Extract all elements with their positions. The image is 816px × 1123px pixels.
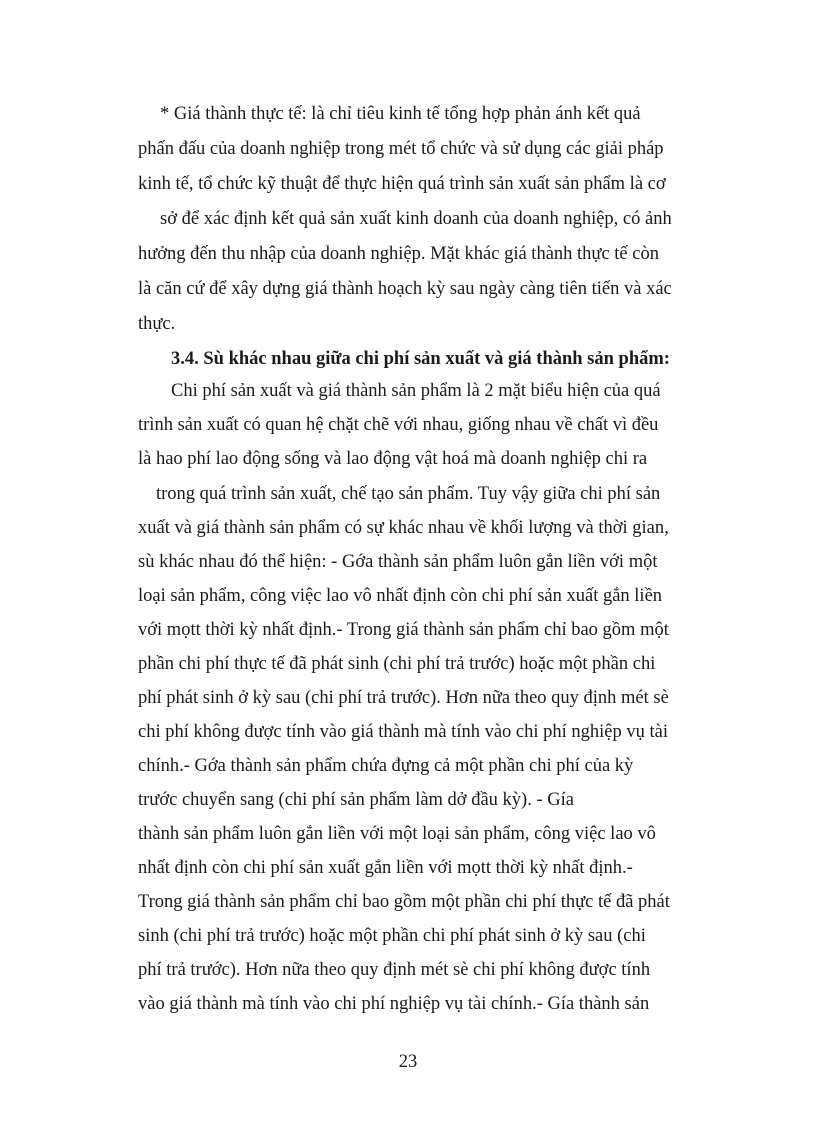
text-line: chi phí không được tính vào giá thành mà tính vào chi phí nghiệp vụ tài: [138, 722, 669, 742]
text-line: kinh tế, tổ chức kỹ thuật để thực hiện quá trình sản xuất sản phẩm là cơ: [138, 174, 666, 194]
text-line: thực.: [138, 314, 176, 334]
section-heading: 3.4. Sù khác nhau giữa chi phí sản xuất và giá thành sản phẩm:: [171, 349, 670, 369]
text-line: trong quá trình sản xuất, chế tạo sản phẩm. Tuy vậy giữa chi phí sản: [156, 484, 661, 504]
text-line: phần chi phí thực tế đã phát sinh (chi phí trả trước) hoặc một phần chi: [138, 654, 656, 674]
text-line: với mọtt thời kỳ nhất định.- Trong giá thành sản phẩm chỉ bao gồm một: [138, 620, 669, 640]
text-line: trước chuyển sang (chi phí sản phẩm làm dở đầu kỳ). - Gía: [138, 790, 574, 810]
text-line: là căn cứ để xây dựng giá thành hoạch kỳ sau ngày càng tiên tiến và xác: [138, 279, 672, 299]
text-line: hưởng đến thu nhập của doanh nghiệp. Mặt khác giá thành thực tế còn: [138, 244, 659, 264]
text-line: Trong giá thành sản phẩm chỉ bao gồm một phần chi phí thực tế đã phát: [138, 892, 670, 912]
text-line: nhất định còn chi phí sản xuất gắn liền với mọtt thời kỳ nhất định.-: [138, 858, 633, 878]
text-line: thành sản phẩm luôn gắn liền với một loại sản phẩm, công việc lao vô: [138, 824, 656, 844]
text-line: xuất và giá thành sản phẩm có sự khác nhau về khối lượng và thời gian,: [138, 518, 669, 538]
text-line: sinh (chi phí trả trước) hoặc một phần chi phí phát sinh ở kỳ sau (chi: [138, 926, 646, 946]
text-line: phí phát sinh ở kỳ sau (chi phí trả trước). Hơn nữa theo quy định mét sè: [138, 688, 669, 708]
text-line: * Giá thành thực tế: là chỉ tiêu kinh tế tổng hợp phản ánh kết quả: [160, 104, 641, 124]
text-line: sở để xác định kết quả sản xuất kinh doanh của doanh nghiệp, có ảnh: [160, 209, 672, 229]
text-line: là hao phí lao động sống và lao động vật hoá mà doanh nghiệp chi ra: [138, 449, 648, 469]
text-line: loại sản phẩm, công việc lao vô nhất định còn chi phí sản xuất gắn liền: [138, 586, 663, 606]
text-line: sù khác nhau đó thể hiện: - Gớa thành sản phẩm luôn gắn liền với một: [138, 552, 658, 572]
page-number: 23: [398, 1052, 418, 1072]
text-line: phấn đấu của doanh nghiệp trong mét tổ chức và sử dụng các giải pháp: [138, 139, 664, 159]
text-line: chính.- Gớa thành sản phẩm chứa đựng cả một phần chi phí của kỳ: [138, 756, 634, 776]
text-line: phí trả trước). Hơn nữa theo quy định mét sè chi phí không được tính: [138, 960, 651, 980]
text-line: vào giá thành mà tính vào chi phí nghiệp vụ tài chính.- Gía thành sản: [138, 994, 650, 1014]
text-line: trình sản xuất có quan hệ chặt chẽ với nhau, giống nhau về chất vì đều: [138, 415, 659, 435]
text-line: Chi phí sản xuất và giá thành sản phẩm là 2 mặt biểu hiện của quá: [171, 381, 661, 401]
